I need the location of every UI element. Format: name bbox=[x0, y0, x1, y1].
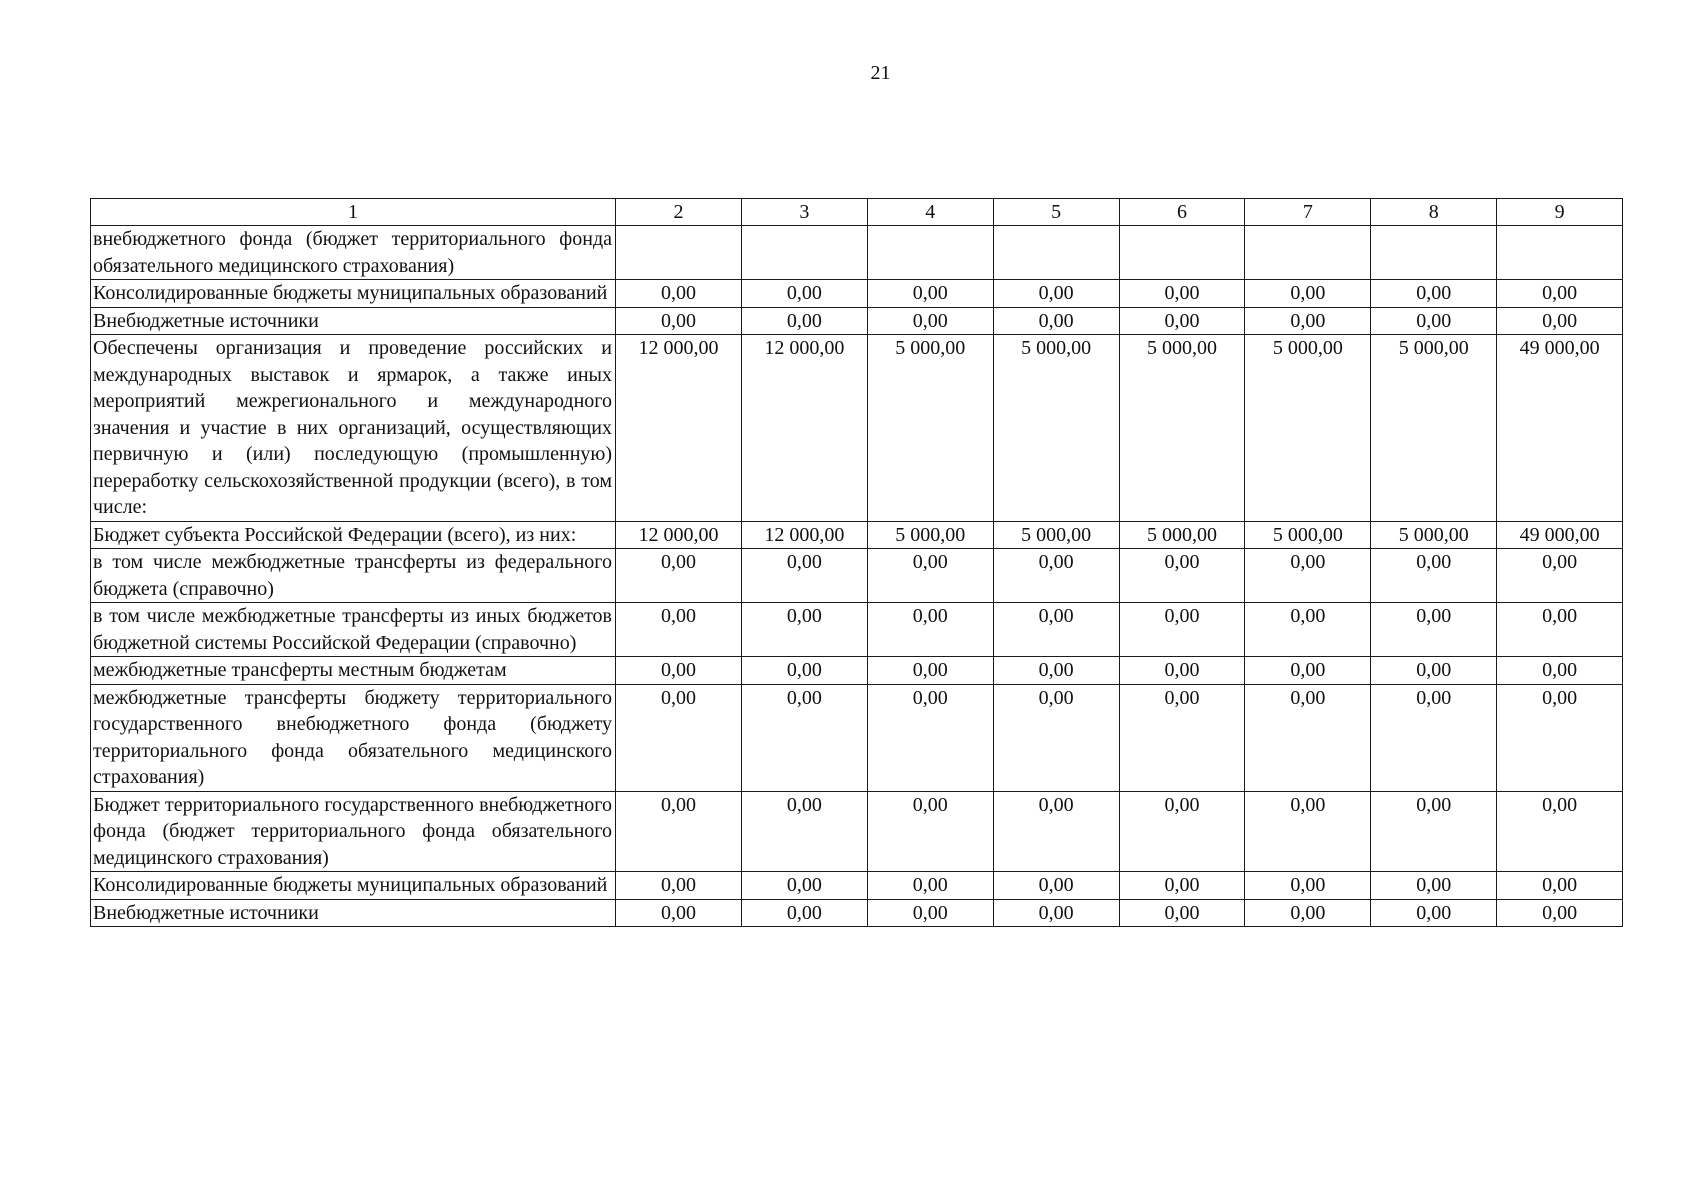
row-value bbox=[867, 226, 993, 280]
row-value: 0,00 bbox=[1371, 872, 1497, 900]
budget-table bbox=[90, 198, 1623, 927]
row-value: 0,00 bbox=[741, 307, 867, 335]
row-value: 0,00 bbox=[1245, 684, 1371, 791]
row-value: 0,00 bbox=[1245, 280, 1371, 308]
column-header-3: 3 bbox=[741, 199, 867, 226]
column-header-8: 8 bbox=[1371, 199, 1497, 226]
row-value: 0,00 bbox=[616, 657, 742, 685]
row-value: 0,00 bbox=[993, 872, 1119, 900]
row-value: 0,00 bbox=[993, 657, 1119, 685]
row-value: 0,00 bbox=[867, 684, 993, 791]
row-value: 0,00 bbox=[867, 603, 993, 657]
row-value: 49 000,00 bbox=[1497, 335, 1623, 522]
header-row bbox=[91, 199, 1623, 226]
row-value: 0,00 bbox=[1119, 603, 1245, 657]
row-value bbox=[1119, 226, 1245, 280]
row-label: Внебюджетные источники bbox=[91, 307, 616, 335]
table-row bbox=[91, 872, 1623, 900]
row-value: 0,00 bbox=[993, 899, 1119, 927]
row-value: 0,00 bbox=[741, 899, 867, 927]
row-label: Консолидированные бюджеты муниципальных образований bbox=[91, 280, 616, 308]
table-row bbox=[91, 335, 1623, 522]
row-label: внебюджетного фонда (бюджет территориального фонда обязательного медицинского страхования) bbox=[91, 226, 616, 280]
row-value: 0,00 bbox=[1245, 549, 1371, 603]
row-value: 0,00 bbox=[867, 280, 993, 308]
table-header bbox=[91, 199, 1623, 226]
column-header-6: 6 bbox=[1119, 199, 1245, 226]
row-value: 0,00 bbox=[616, 872, 742, 900]
row-value bbox=[1497, 226, 1623, 280]
table-row bbox=[91, 226, 1623, 280]
row-value: 0,00 bbox=[1119, 791, 1245, 872]
row-value: 0,00 bbox=[616, 280, 742, 308]
row-value: 0,00 bbox=[1245, 872, 1371, 900]
row-value: 0,00 bbox=[1119, 657, 1245, 685]
row-value: 0,00 bbox=[1371, 549, 1497, 603]
row-value: 0,00 bbox=[741, 657, 867, 685]
row-value: 5 000,00 bbox=[1371, 521, 1497, 549]
row-value: 0,00 bbox=[741, 549, 867, 603]
row-value: 0,00 bbox=[1371, 657, 1497, 685]
row-value: 0,00 bbox=[993, 791, 1119, 872]
row-value: 0,00 bbox=[1245, 657, 1371, 685]
row-value: 0,00 bbox=[741, 872, 867, 900]
row-value: 0,00 bbox=[616, 603, 742, 657]
row-value: 0,00 bbox=[993, 307, 1119, 335]
row-label: в том числе межбюджетные трансферты из иных бюджетов бюджетной системы Российской Федерации (справочно) bbox=[91, 603, 616, 657]
column-header-4: 4 bbox=[867, 199, 993, 226]
column-header-9: 9 bbox=[1497, 199, 1623, 226]
row-value: 5 000,00 bbox=[1119, 521, 1245, 549]
row-value bbox=[741, 226, 867, 280]
row-value: 0,00 bbox=[1497, 280, 1623, 308]
row-value bbox=[1371, 226, 1497, 280]
row-label: Консолидированные бюджеты муниципальных образований bbox=[91, 872, 616, 900]
column-header-1: 1 bbox=[91, 199, 616, 226]
row-value: 0,00 bbox=[1371, 684, 1497, 791]
budget-table-container bbox=[90, 198, 1622, 927]
table-row bbox=[91, 684, 1623, 791]
row-value: 0,00 bbox=[741, 684, 867, 791]
row-value: 0,00 bbox=[1497, 603, 1623, 657]
row-value: 5 000,00 bbox=[1245, 335, 1371, 522]
row-value: 0,00 bbox=[1245, 791, 1371, 872]
row-value: 0,00 bbox=[1497, 872, 1623, 900]
row-value: 0,00 bbox=[616, 899, 742, 927]
row-value: 0,00 bbox=[1497, 791, 1623, 872]
table-row bbox=[91, 307, 1623, 335]
row-value bbox=[616, 226, 742, 280]
row-value: 0,00 bbox=[1497, 899, 1623, 927]
row-value: 0,00 bbox=[616, 307, 742, 335]
row-value: 0,00 bbox=[993, 549, 1119, 603]
row-value: 0,00 bbox=[867, 872, 993, 900]
row-value: 0,00 bbox=[867, 899, 993, 927]
column-header-7: 7 bbox=[1245, 199, 1371, 226]
table-row bbox=[91, 549, 1623, 603]
row-label: межбюджетные трансферты местным бюджетам bbox=[91, 657, 616, 685]
row-value: 5 000,00 bbox=[867, 335, 993, 522]
row-value: 0,00 bbox=[1371, 899, 1497, 927]
row-value: 0,00 bbox=[867, 791, 993, 872]
row-value: 5 000,00 bbox=[1119, 335, 1245, 522]
column-header-5: 5 bbox=[993, 199, 1119, 226]
row-value: 12 000,00 bbox=[616, 521, 742, 549]
row-value: 0,00 bbox=[1119, 872, 1245, 900]
row-label: Бюджет территориального государственного внебюджетного фонда (бюджет территориального фонда обязательного медицинского страхования) bbox=[91, 791, 616, 872]
table-row bbox=[91, 521, 1623, 549]
row-value: 0,00 bbox=[1497, 657, 1623, 685]
row-label: Внебюджетные источники bbox=[91, 899, 616, 927]
row-value: 0,00 bbox=[993, 280, 1119, 308]
row-value bbox=[993, 226, 1119, 280]
row-value: 0,00 bbox=[993, 603, 1119, 657]
row-value: 0,00 bbox=[867, 307, 993, 335]
row-value bbox=[1245, 226, 1371, 280]
row-value: 0,00 bbox=[1497, 307, 1623, 335]
table-row bbox=[91, 899, 1623, 927]
row-value: 0,00 bbox=[1371, 280, 1497, 308]
row-value: 5 000,00 bbox=[1245, 521, 1371, 549]
row-label: Обеспечены организация и проведение российских и международных выставок и ярмарок, а также иных мероприятий межрегионального и международного значения и участие в них организаций, осуществляющих первичную и (или) последующую (промышленную) переработку сельскохозяйственной продукции (всего), в том числе: bbox=[91, 335, 616, 522]
row-value: 0,00 bbox=[1119, 549, 1245, 603]
row-value: 0,00 bbox=[741, 603, 867, 657]
row-label: Бюджет субъекта Российской Федерации (всего), из них: bbox=[91, 521, 616, 549]
table-row bbox=[91, 791, 1623, 872]
table-row bbox=[91, 657, 1623, 685]
row-value: 0,00 bbox=[1371, 307, 1497, 335]
row-value: 0,00 bbox=[1245, 899, 1371, 927]
row-value: 0,00 bbox=[1119, 684, 1245, 791]
row-value: 0,00 bbox=[1371, 791, 1497, 872]
row-value: 5 000,00 bbox=[1371, 335, 1497, 522]
row-value: 5 000,00 bbox=[867, 521, 993, 549]
row-value: 0,00 bbox=[1119, 899, 1245, 927]
row-value: 0,00 bbox=[1245, 307, 1371, 335]
row-label: межбюджетные трансферты бюджету территориального государственного внебюджетного фонда (бюджету территориального фонда обязательного медицинского страхования) bbox=[91, 684, 616, 791]
row-value: 0,00 bbox=[993, 684, 1119, 791]
row-value: 5 000,00 bbox=[993, 335, 1119, 522]
row-value: 0,00 bbox=[1119, 280, 1245, 308]
table-row bbox=[91, 603, 1623, 657]
row-value: 0,00 bbox=[1497, 549, 1623, 603]
row-value: 12 000,00 bbox=[741, 335, 867, 522]
row-value: 0,00 bbox=[1119, 307, 1245, 335]
column-header-2: 2 bbox=[616, 199, 742, 226]
row-value: 0,00 bbox=[616, 684, 742, 791]
row-value: 0,00 bbox=[616, 549, 742, 603]
row-label: в том числе межбюджетные трансферты из федерального бюджета (справочно) bbox=[91, 549, 616, 603]
row-value: 12 000,00 bbox=[616, 335, 742, 522]
table-body bbox=[91, 226, 1623, 927]
row-value: 12 000,00 bbox=[741, 521, 867, 549]
row-value: 0,00 bbox=[616, 791, 742, 872]
row-value: 0,00 bbox=[1371, 603, 1497, 657]
table-row bbox=[91, 280, 1623, 308]
row-value: 49 000,00 bbox=[1497, 521, 1623, 549]
page-number: 21 bbox=[870, 62, 891, 84]
row-value: 5 000,00 bbox=[993, 521, 1119, 549]
row-value: 0,00 bbox=[867, 657, 993, 685]
row-value: 0,00 bbox=[1497, 684, 1623, 791]
row-value: 0,00 bbox=[741, 791, 867, 872]
row-value: 0,00 bbox=[1245, 603, 1371, 657]
row-value: 0,00 bbox=[741, 280, 867, 308]
row-value: 0,00 bbox=[867, 549, 993, 603]
